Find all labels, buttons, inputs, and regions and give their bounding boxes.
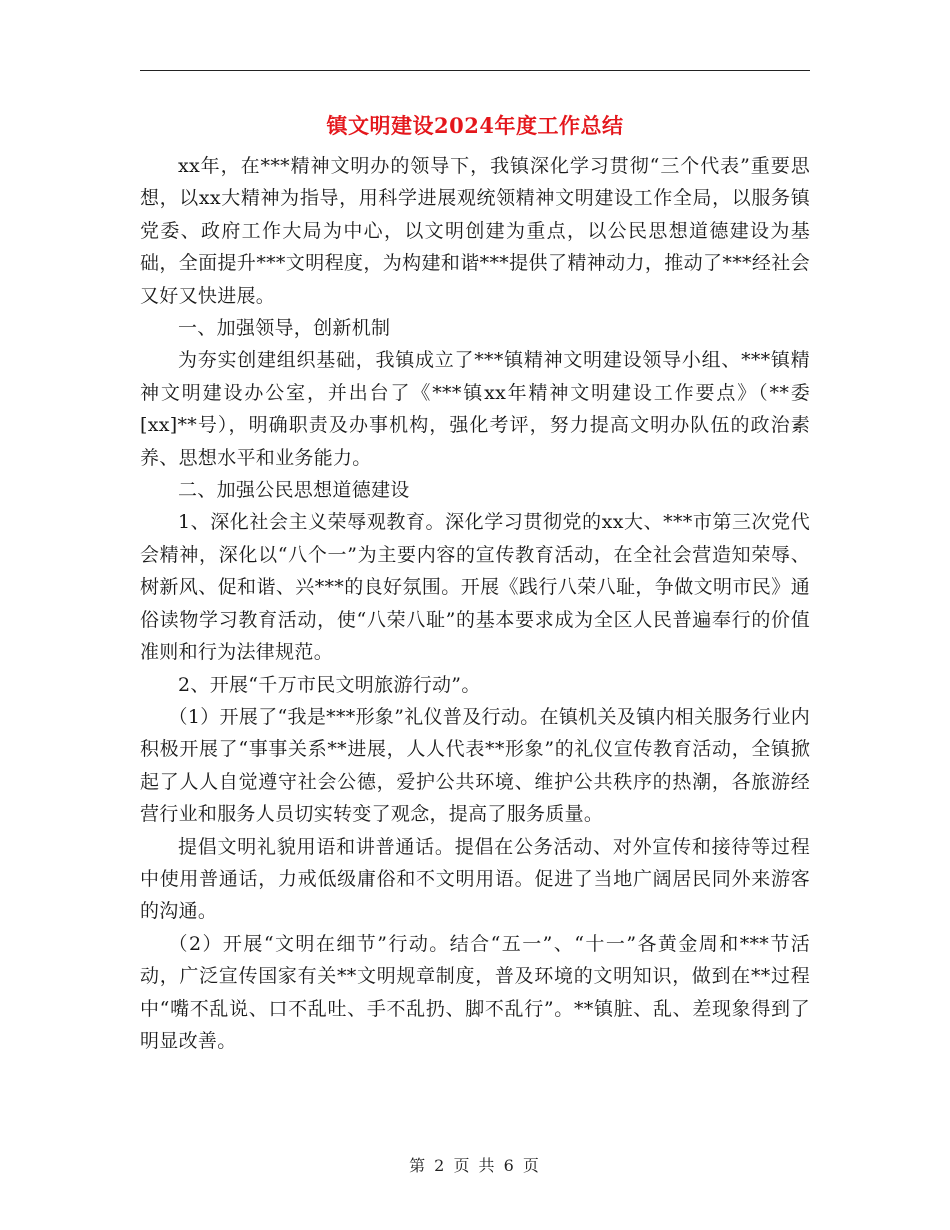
document-title: 镇文明建设2024年度工作总结 [326,113,624,138]
paragraph-mandarin: 提倡文明礼貌用语和讲普通话。提倡在公务活动、对外宣传和接待等过程中使用普通话，力戒低级庸俗和不文明用语。促进了当地广阔居民同外来游客的沟通。 [140,835,810,923]
paragraph-details: （2）开展“文明在细节”行动。结合“五一”、“十一”各黄金周和***节活动，广泛宣传国家有关**文明规章制度，普及环境的文明知识，做到在**过程中“嘴不乱说、口不乱吐、手不乱扔、脚不乱行”。**镇脏、乱、差现象得到了明显改善。 [140,932,810,1052]
paragraph-intro: xx年，在***精神文明办的领导下，我镇深化学习贯彻“三个代表”重要思想，以xx大精神为指导，用科学进展观统领精神文明建设工作全局，以服务镇党委、政府工作大局为中心，以文明创建为重点，以公民思想道德建设为基础，全面提升***文明程度，为构建和谐***提供了精神动力，推动了***经社会又好又快进展。 [140,155,810,307]
header-rule [140,70,810,71]
section-heading-2: 二、加强公民思想道德建设 [178,479,410,502]
paragraph-tourism-action: 2、开展“千万市民文明旅游行动”。 [178,673,481,696]
paragraph-honor-education: 1、深化社会主义荣辱观教育。深化学习贯彻党的xx大、***市第三次党代会精神，深化以“八个一”为主要内容的宣传教育活动，在全社会营造知荣辱、树新风、促和谐、兴***的良好氛围。开展《践行八荣八耻，争做文明市民》通俗读物学习教育活动，使“八荣八耻”的基本要求成为全区人民普遍奉行的价值准则和行为法律规范。 [140,511,810,664]
paragraph-etiquette: （1）开展了“我是***形象”礼仪普及行动。在镇机关及镇内相关服务行业内积极开展了“事事关系**进展，人人代表**形象”的礼仪宣传教育活动，全镇掀起了人人自觉遵守社会公德，爱护公共环境、维护公共秩序的热潮，各旅游经营行业和服务人员切实转变了观念，提高了服务质量。 [140,705,810,826]
section-heading-1: 一、加强领导，创新机制 [178,317,391,340]
page-number: 第 2 页 共 6 页 [409,1156,541,1175]
paragraph-leadership: 为夯实创建组织基础，我镇成立了***镇精神文明建设领导小组、***镇精神文明建设办公室，并出台了《***镇xx年精神文明建设工作要点》（**委[xx]**号），明确职责及办事机构，强化考评，努力提高文明办队伍的政治素养、思想水平和业务能力。 [140,349,810,469]
document-body [140,150,810,1057]
